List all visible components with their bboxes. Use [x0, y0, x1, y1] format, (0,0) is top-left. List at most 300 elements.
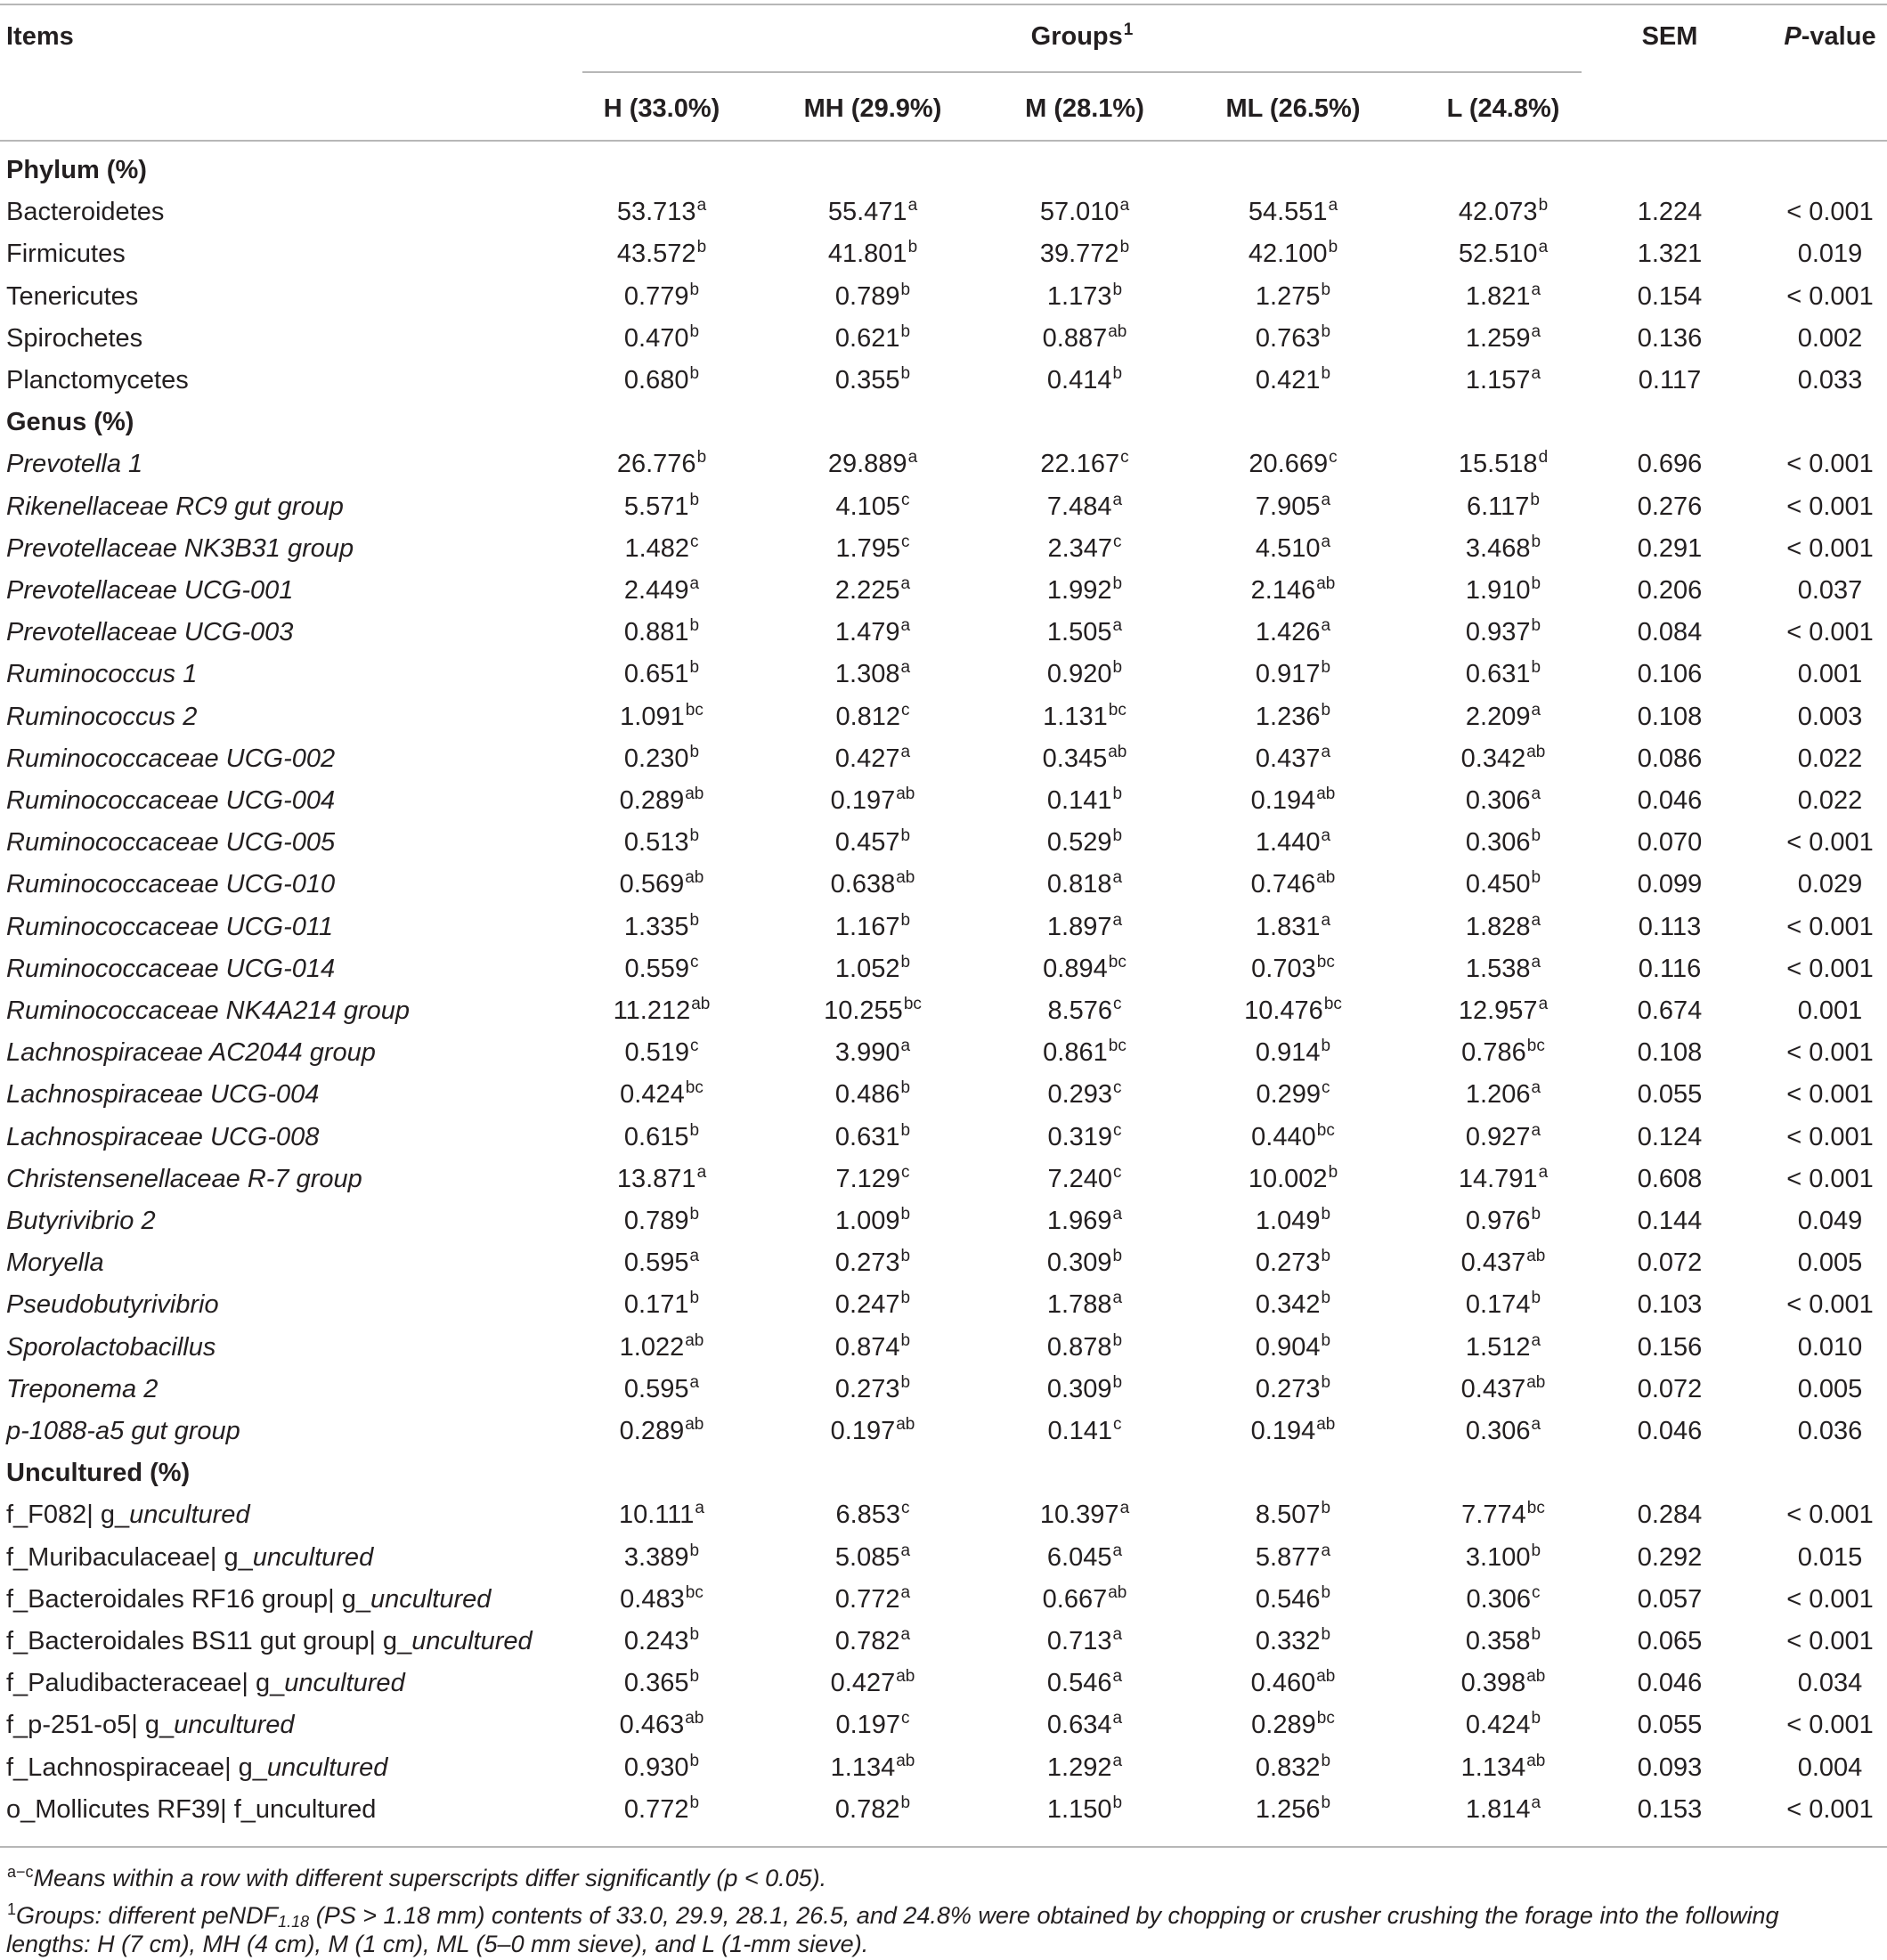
superscript: ab: [1108, 742, 1127, 761]
value-cell: [1256, 912, 1330, 946]
value-cell: [1249, 1164, 1338, 1198]
value-cell: [1466, 1416, 1541, 1450]
value: 20.669: [1249, 450, 1329, 479]
value: 13.871: [616, 1164, 696, 1193]
value-cell: [1040, 1500, 1129, 1533]
value: 2.225: [834, 576, 900, 605]
value: 5.085: [834, 1542, 900, 1572]
row-label-text: Lachnospiraceae UCG-008: [6, 1122, 320, 1151]
header-groups: Groups$^1$: [1030, 20, 1134, 51]
value-cell: [624, 533, 698, 567]
value: 0.273: [834, 1374, 900, 1403]
value-cell: [1249, 197, 1338, 231]
value: 0.319: [1047, 1122, 1113, 1151]
superscript: a: [900, 616, 911, 636]
value: 0.667: [1042, 1584, 1108, 1614]
value-cell: [1466, 281, 1541, 315]
row-label: [6, 954, 335, 984]
pvalue-cell: 0.022: [1797, 744, 1863, 773]
value: 0.197: [830, 786, 896, 815]
value: 0.299: [1256, 1080, 1322, 1110]
value: 0.273: [1255, 1374, 1321, 1403]
superscript: a: [696, 1162, 707, 1182]
value-cell: [620, 869, 704, 903]
value-cell: [1251, 785, 1336, 819]
superscript: c: [690, 532, 699, 551]
row-label: [6, 365, 189, 395]
superscript: ab: [1526, 742, 1546, 761]
superscript: ab: [685, 785, 704, 803]
value: 0.427: [830, 1669, 896, 1698]
superscript: b: [1530, 490, 1540, 509]
value-cell: [1466, 1289, 1541, 1323]
value: 0.293: [1047, 1080, 1113, 1110]
value-cell: [1047, 1248, 1122, 1281]
superscript: b: [689, 1120, 700, 1140]
value: 1.052: [834, 954, 900, 983]
superscript: b: [689, 280, 700, 299]
value-cell: [1047, 1289, 1122, 1323]
row-label-text: f_Muribaculaceae| g_: [6, 1542, 253, 1572]
row-label-text: Butyrivibrio 2: [6, 1207, 156, 1235]
value: 1.426: [1255, 618, 1321, 647]
value-cell: [620, 702, 704, 736]
superscript: b: [689, 742, 700, 761]
row-label: [6, 1500, 250, 1530]
pvalue-cell: 0.004: [1797, 1753, 1863, 1782]
value-cell: [624, 1374, 699, 1408]
value: 1.049: [1255, 1207, 1321, 1235]
superscript: b: [1321, 1289, 1331, 1308]
value: 0.917: [1255, 660, 1321, 689]
superscript: b: [1112, 364, 1123, 383]
superscript: a: [900, 1541, 911, 1560]
value: 0.194: [1250, 1417, 1316, 1445]
value-cell: [1256, 659, 1330, 693]
superscript: a: [900, 1625, 911, 1644]
value: 0.513: [623, 828, 689, 858]
value-cell: [1047, 912, 1122, 946]
pvalue-cell: < 0.001: [1786, 492, 1874, 521]
superscript: b: [1321, 1372, 1331, 1392]
value: 1.505: [1046, 618, 1112, 647]
value-cell: [835, 1289, 910, 1323]
value: 1.236: [1255, 702, 1321, 731]
superscript: c: [1113, 1120, 1122, 1140]
value: 1.482: [624, 533, 690, 563]
value-cell: [835, 492, 909, 525]
superscript: b: [900, 364, 911, 383]
value: 10.111: [619, 1500, 695, 1530]
value-cell: [828, 449, 917, 483]
sem-cell: 0.113: [1638, 912, 1702, 941]
sem-cell: 0.046: [1637, 786, 1703, 815]
row-label: [6, 659, 197, 689]
superscript: b: [1531, 1709, 1541, 1728]
value-cell: [1251, 869, 1336, 903]
value-cell: [1047, 281, 1122, 315]
value: 0.424: [1465, 1711, 1531, 1740]
sem-cell: 0.284: [1637, 1500, 1703, 1530]
superscript: b: [1531, 574, 1541, 593]
group-column-header: ML (26.5%): [1225, 94, 1361, 123]
value-cell: [1256, 827, 1330, 861]
value-cell: [1047, 659, 1122, 693]
value: 0.772: [623, 1794, 689, 1824]
superscript: a: [695, 1499, 704, 1518]
superscript: a: [1112, 1625, 1123, 1644]
value: 6.117: [1467, 492, 1530, 521]
value: 1.259: [1465, 323, 1531, 353]
row-label-text: Lachnospiraceae AC2044 group: [6, 1038, 376, 1068]
row-label-text: Lachnospiraceae UCG-004: [6, 1080, 320, 1110]
value: 0.634: [1046, 1711, 1112, 1740]
value: 29.889: [827, 450, 907, 479]
superscript: c: [1113, 1078, 1122, 1098]
superscript: a: [1112, 1205, 1123, 1224]
pvalue-cell: 0.003: [1797, 702, 1863, 731]
superscript: a: [1112, 910, 1123, 930]
value: 0.463: [619, 1711, 685, 1740]
pvalue-cell: < 0.001: [1786, 1038, 1874, 1068]
superscript: b: [1321, 1625, 1331, 1644]
sem-cell: 0.153: [1637, 1794, 1703, 1824]
value-cell: [624, 617, 699, 651]
value-cell: [835, 1710, 909, 1744]
sem-cell: 0.070: [1637, 828, 1703, 858]
value: 0.345: [1042, 744, 1108, 773]
value-cell: [1047, 996, 1121, 1029]
row-label-text: Ruminococcaceae UCG-011: [6, 912, 333, 941]
value-cell: [1047, 1542, 1122, 1576]
superscript: ab: [1526, 1667, 1546, 1687]
row-label: [6, 1248, 104, 1278]
superscript: c: [1532, 1582, 1541, 1602]
value-cell: [624, 1794, 699, 1828]
value-cell: [835, 1122, 910, 1156]
row-label-text: o_Mollicutes RF39| f_uncultured: [6, 1794, 377, 1824]
value: 0.874: [834, 1332, 900, 1362]
value-cell: [1461, 1668, 1546, 1702]
value: 3.389: [623, 1542, 689, 1572]
value: 0.529: [1046, 828, 1112, 858]
superscript: ab: [685, 1709, 704, 1728]
value-cell: [1047, 869, 1122, 903]
value-cell: [1256, 1374, 1330, 1408]
pvalue-cell: < 0.001: [1786, 450, 1874, 479]
superscript: a: [1531, 1793, 1541, 1812]
value: 6.853: [835, 1500, 901, 1530]
pvalue-cell: < 0.001: [1786, 954, 1874, 983]
superscript: b: [1538, 196, 1549, 216]
value: 0.789: [834, 281, 900, 311]
value-cell: [1047, 1710, 1122, 1744]
value: 0.782: [834, 1627, 900, 1655]
value: 7.905: [1255, 492, 1321, 521]
row-label: [6, 1710, 295, 1740]
value-cell: [1251, 1668, 1336, 1702]
sem-cell: 0.117: [1638, 366, 1702, 394]
value: 0.306: [1465, 828, 1531, 858]
value: 0.174: [1465, 1290, 1531, 1320]
superscript: b: [1531, 616, 1541, 636]
value-cell: [1047, 1332, 1122, 1366]
row-label: [6, 869, 335, 899]
value: 1.969: [1046, 1207, 1112, 1235]
value-cell: [835, 912, 910, 946]
pvalue-cell: 0.001: [1797, 660, 1863, 689]
superscript: b: [900, 1078, 911, 1098]
value: 8.507: [1255, 1500, 1321, 1530]
superscript: b: [696, 448, 707, 468]
value: 42.100: [1248, 240, 1328, 269]
sem-cell: 0.046: [1637, 1417, 1703, 1445]
sem-cell: 0.055: [1637, 1080, 1703, 1110]
row-label: [6, 1332, 216, 1362]
value: 22.167: [1040, 450, 1120, 479]
value: 0.450: [1465, 870, 1531, 899]
value: 12.957: [1458, 996, 1538, 1025]
superscript: b: [1321, 1793, 1331, 1812]
value: 0.355: [834, 366, 900, 394]
superscript: b: [1321, 1499, 1331, 1518]
sem-cell: 0.086: [1637, 744, 1703, 773]
value: 0.197: [830, 1417, 896, 1445]
superscript: bc: [903, 995, 922, 1013]
row-label-text: Prevotellaceae UCG-003: [6, 618, 294, 647]
value: 0.437: [1460, 1374, 1526, 1403]
superscript: a: [1112, 1667, 1123, 1687]
value: 0.519: [624, 1038, 690, 1068]
value-cell: [1256, 281, 1330, 315]
value: 1.131: [1043, 702, 1108, 731]
value-cell: [835, 659, 910, 693]
superscript: a: [1538, 238, 1549, 257]
value: 1.910: [1465, 576, 1531, 605]
value-cell: [835, 954, 910, 988]
superscript: b: [1321, 1582, 1331, 1602]
value: 1.795: [835, 533, 901, 563]
superscript: bc: [1323, 995, 1342, 1013]
superscript: b: [900, 1289, 911, 1308]
superscript: b: [900, 910, 911, 930]
superscript: ab: [685, 1330, 704, 1350]
row-label-text: Ruminococcaceae NK4A214 group: [6, 996, 410, 1025]
superscript: a: [1531, 1330, 1541, 1350]
pvalue-cell: 0.049: [1797, 1207, 1863, 1235]
row-label-italic: uncultured: [284, 1669, 405, 1698]
value-cell: [624, 1122, 699, 1156]
sem-cell: 0.103: [1637, 1290, 1703, 1320]
superscript: ab: [685, 868, 704, 888]
value-cell: [831, 1416, 915, 1450]
superscript: ab: [691, 995, 711, 1013]
header-bottom-rule: [0, 140, 1887, 142]
superscript: c: [1322, 1078, 1330, 1098]
pvalue-cell: < 0.001: [1786, 533, 1874, 563]
row-label-text: f_Bacteroidales RF16 group| g_: [6, 1584, 370, 1614]
value-cell: [617, 449, 706, 483]
value-cell: [1461, 1500, 1545, 1533]
value-cell: [1047, 617, 1122, 651]
row-label-text: Ruminococcaceae UCG-010: [6, 870, 336, 899]
value: 1.479: [834, 618, 900, 647]
row-label-text: p-1088-a5 gut group: [6, 1417, 240, 1445]
superscript: b: [900, 1793, 911, 1812]
value-cell: [1256, 1037, 1330, 1071]
superscript: b: [900, 826, 911, 846]
value: 2.146: [1250, 576, 1316, 605]
superscript: c: [901, 1499, 910, 1518]
value: 1.134: [830, 1753, 896, 1782]
header-sem: SEM: [1641, 22, 1698, 51]
section-title: Phylum (%): [6, 156, 147, 184]
value: 0.832: [1255, 1753, 1321, 1782]
value: 0.460: [1250, 1669, 1316, 1698]
superscript: a: [900, 1582, 911, 1602]
value-cell: [1461, 744, 1546, 777]
value-cell: [624, 912, 699, 946]
row-label: [6, 449, 142, 479]
value: 55.471: [827, 198, 907, 227]
sem-cell: 0.136: [1637, 323, 1703, 353]
value-cell: [624, 954, 698, 988]
value-cell: [1251, 1122, 1335, 1156]
superscript: b: [1321, 1205, 1331, 1224]
value: 0.546: [1046, 1669, 1112, 1698]
pvalue-cell: 0.019: [1797, 240, 1863, 269]
superscript: c: [901, 532, 910, 551]
value: 42.073: [1458, 198, 1538, 227]
superscript: b: [907, 238, 918, 257]
value-cell: [619, 1500, 704, 1533]
row-label: [6, 1794, 376, 1825]
value-cell: [624, 281, 699, 315]
value-cell: [835, 1164, 909, 1198]
superscript: b: [900, 952, 911, 972]
value-cell: [1466, 954, 1541, 988]
value: 0.904: [1255, 1332, 1321, 1362]
value: 0.342: [1460, 744, 1526, 773]
value-cell: [831, 1753, 915, 1786]
superscript: ab: [1526, 1372, 1546, 1392]
row-label: [6, 197, 164, 227]
value: 0.782: [834, 1794, 900, 1824]
value-cell: [1256, 1248, 1330, 1281]
superscript: a: [1112, 616, 1123, 636]
value-cell: [624, 827, 699, 861]
row-label-text: Ruminococcaceae UCG-005: [6, 828, 336, 858]
value: 0.894: [1043, 954, 1108, 983]
value: 0.546: [1255, 1584, 1321, 1614]
superscript: c: [1329, 448, 1338, 468]
value-cell: [831, 869, 915, 903]
row-label: [6, 617, 293, 647]
superscript: ab: [896, 1751, 915, 1770]
superscript: ab: [1108, 1582, 1127, 1602]
value-cell: [624, 659, 699, 693]
pvalue-cell: 0.001: [1797, 996, 1863, 1025]
value-cell: [1251, 1710, 1335, 1744]
value-cell: [617, 1164, 706, 1198]
value: 0.141: [1046, 786, 1112, 815]
value: 0.309: [1046, 1248, 1112, 1278]
group-column-header: L (24.8%): [1446, 94, 1560, 123]
value-cell: [835, 1037, 910, 1071]
value-cell: [624, 1753, 699, 1786]
superscript: b: [1321, 1247, 1331, 1266]
sem-cell: 0.057: [1637, 1584, 1703, 1614]
value-cell: [624, 492, 699, 525]
value: 2.449: [623, 576, 689, 605]
superscript: b: [1112, 1330, 1123, 1350]
value-cell: [1249, 449, 1337, 483]
value: 3.468: [1465, 533, 1531, 563]
value: 0.247: [834, 1290, 900, 1320]
value-cell: [835, 702, 909, 736]
superscript: b: [1112, 1372, 1123, 1392]
superscript: b: [1321, 1037, 1331, 1056]
superscript: b: [1321, 700, 1331, 720]
value: 1.335: [623, 912, 689, 941]
value: 0.595: [623, 1374, 689, 1403]
value: 0.141: [1047, 1417, 1113, 1445]
value: 1.992: [1046, 576, 1112, 605]
value-cell: [1466, 1332, 1541, 1366]
sem-cell: 0.072: [1637, 1248, 1703, 1278]
value: 0.470: [623, 323, 689, 353]
value: 1.134: [1460, 1753, 1526, 1782]
value-cell: [1461, 1037, 1545, 1071]
superscript: b: [900, 1247, 911, 1266]
value-cell: [1256, 365, 1330, 399]
pvalue-cell: 0.022: [1797, 786, 1863, 815]
value: 0.881: [623, 618, 689, 647]
row-label: [6, 827, 335, 858]
superscript: a: [1112, 490, 1123, 509]
superscript: b: [689, 1751, 700, 1770]
row-label: [6, 1374, 158, 1404]
value: 41.801: [827, 240, 907, 269]
value-cell: [1256, 1626, 1330, 1660]
row-label: [6, 912, 333, 942]
superscript: a: [900, 574, 911, 593]
value: 10.397: [1039, 1500, 1119, 1530]
row-label-text: Ruminococcaceae UCG-002: [6, 744, 336, 773]
superscript: bc: [1108, 1037, 1127, 1056]
value-cell: [1256, 1542, 1330, 1576]
value-cell: [1466, 533, 1541, 567]
row-label-text: Pseudobutyrivibrio: [6, 1290, 219, 1320]
row-label: [6, 1122, 319, 1152]
value-cell: [620, 1079, 704, 1113]
value: 0.638: [830, 870, 896, 899]
value-cell: [824, 996, 922, 1029]
value-cell: [835, 323, 910, 357]
sem-cell: 0.099: [1637, 870, 1703, 899]
value: 26.776: [616, 450, 696, 479]
value: 0.559: [624, 954, 690, 983]
pvalue-cell: 0.033: [1797, 366, 1863, 394]
value-cell: [1466, 785, 1541, 819]
superscript: b: [900, 321, 911, 341]
value: 1.009: [834, 1207, 900, 1235]
value-cell: [831, 785, 915, 819]
value-cell: [1466, 827, 1541, 861]
sem-cell: 1.321: [1637, 240, 1703, 269]
value: 0.342: [1255, 1290, 1321, 1320]
pvalue-cell: < 0.001: [1786, 1164, 1874, 1193]
